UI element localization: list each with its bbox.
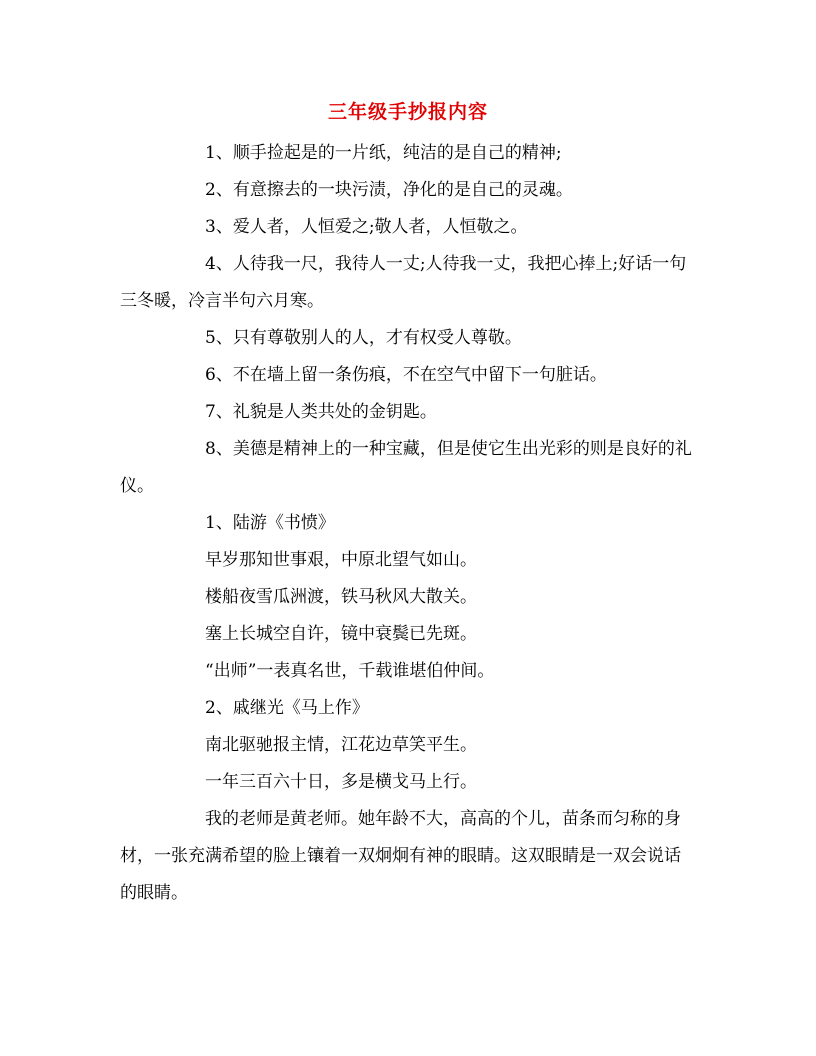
poem-2-title: 2、戚继光《马上作》 xyxy=(205,698,369,718)
paragraph-4: 4、人待我一尺，我待人一丈;人待我一丈，我把心捧上;好话一句三冬暖，冷言半句六月寒。 xyxy=(120,254,687,311)
paragraph-2: 2、有意擦去的一块污渍，净化的是自己的灵魂。 xyxy=(205,180,573,200)
poem-2-line-1: 南北驱驰报主情，江花边草笑平生。 xyxy=(205,735,477,755)
teacher-paragraph: 我的老师是黄老师。她年龄不大，高高的个儿，苗条而匀称的身材，一张充满希望的脸上镶着一双炯炯有神的眼睛。这双眼睛是一双会说话的眼睛。 xyxy=(120,809,681,903)
poem-1-title: 1、陆游《书愤》 xyxy=(205,513,335,533)
paragraph-1: 1、顺手捡起是的一片纸，纯洁的是自己的精神; xyxy=(205,143,562,163)
paragraph-7: 7、礼貌是人类共处的金钥匙。 xyxy=(205,402,437,422)
poem-2-line-2: 一年三百六十日，多是横戈马上行。 xyxy=(205,772,477,792)
poem-1-line-1: 早岁那知世事艰，中原北望气如山。 xyxy=(205,550,477,570)
page-title: 三年级手抄报内容 xyxy=(327,101,488,123)
paragraph-6: 6、不在墙上留一条伤痕，不在空气中留下一句脏话。 xyxy=(205,365,607,385)
paragraph-8: 8、美德是精神上的一种宝藏，但是使它生出光彩的则是良好的礼仪。 xyxy=(120,439,692,496)
poem-1-line-3: 塞上长城空自许，镜中衰鬓已先斑。 xyxy=(205,624,477,644)
paragraph-5: 5、只有尊敬别人的人，才有权受人尊敬。 xyxy=(205,328,522,348)
poem-1-line-4: “出师”一表真名世，千载谁堪伯仲间。 xyxy=(205,661,495,681)
document-body xyxy=(120,135,696,912)
paragraph-3: 3、爱人者，人恒爱之;敬人者，人恒敬之。 xyxy=(205,217,528,237)
poem-1-line-2: 楼船夜雪瓜洲渡，铁马秋风大散关。 xyxy=(205,587,477,607)
